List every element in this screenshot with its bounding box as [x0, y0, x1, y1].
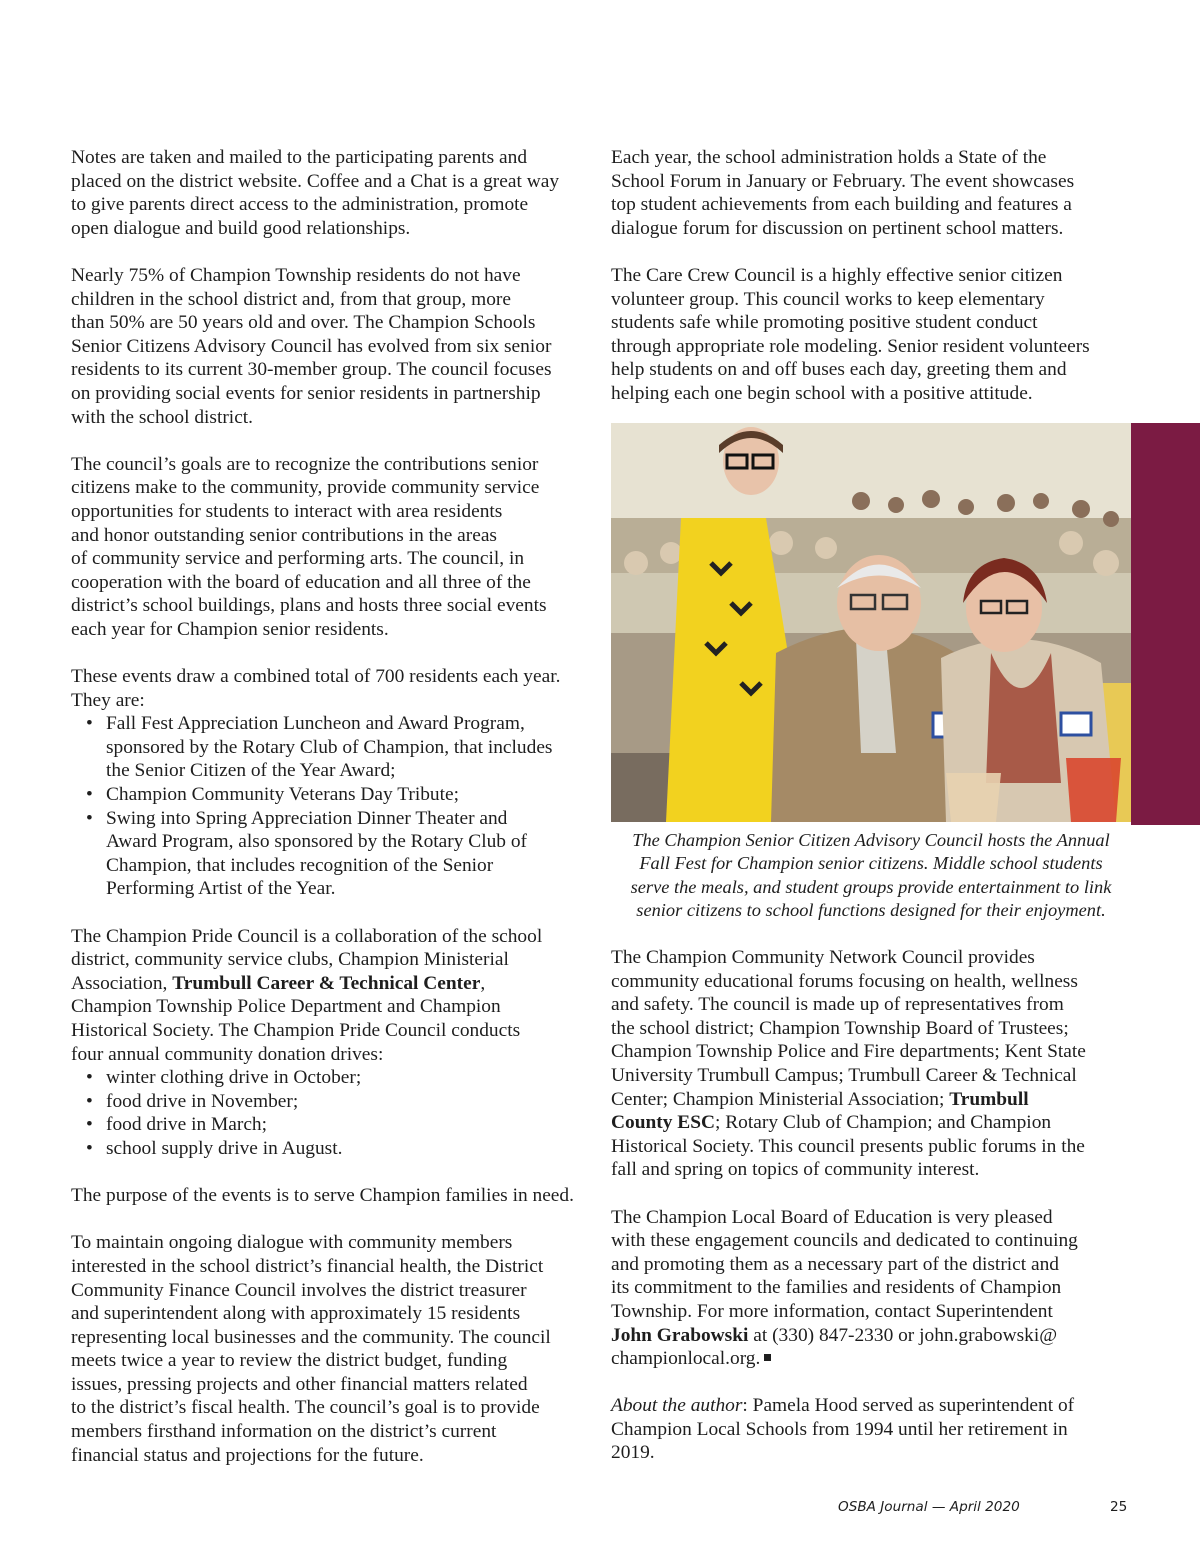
paragraph-coffee-chat: Notes are taken and mailed to the participating parents and placed on the district website. Coffee and a Chat is a great way to give parents direct access to the administration, promote open dialogue and build good relationships.: [71, 147, 560, 239]
paragraph-state-of-school: Each year, the school administration holds a State of the School Forum in January or February. The event showcases top student achievements from each building and features a dialogue forum for discussion on pertinent school matters.: [611, 147, 1075, 239]
right-column-bottom: [611, 946, 1131, 1489]
list-item: • school supply drive in August.: [71, 1137, 591, 1161]
end-mark-icon: [764, 1354, 771, 1361]
left-column: [71, 146, 591, 1491]
accent-bar: [1131, 423, 1200, 825]
paragraph-network-council: The Champion Community Network Council provides community educational forums focusing on health, wellness and safety. The council is made up of representatives from the school district; Champion Township Board of Trustees; Champion Township Police and Fire departments; Kent State University Trumbull Campus; Trumbull Career & Technical Center; Champion Ministerial Association; Trumbull County ESC; Rotary Club of Champion; and Champion Historical Society. This council presents public forums in the fall and spring on topics of community interest.: [611, 947, 1086, 1181]
page-number: 25: [1110, 1499, 1128, 1515]
org-name-bold: Trumbull Career & Technical Center: [172, 972, 481, 994]
paragraph-board-of-education: The Champion Local Board of Education is very pleased with these engagement councils and dedicated to continuing and promoting them as a necessary part of the district and its commitment to the families and residents of Champion Township. For more information, contact Superintendent John Grabowski at (330) 847-2330 or john.grabowski@ championlocal.org.: [611, 1206, 1078, 1370]
paragraph-senior-advisory-council: Nearly 75% of Champion Township residents do not have children in the school district and, from that group, more than 50% are 50 years old and over. The Champion Schools Senior Citizens Advisory Council has evolved from six senior residents to its current 30-member group. The council focuses on providing social events for senior residents in partnership with the school district.: [71, 264, 552, 428]
org-name-bold: County ESC: [611, 1112, 715, 1134]
list-item: • Swing into Spring Appreciation Dinner Theater and Award Program, also sponsored by the Rotary Club of Champion, that includes recognition of the Senior Performing Artist of the Year.: [71, 807, 591, 901]
superintendent-name: John Grabowski: [611, 1324, 749, 1346]
paragraph-pride-council: The Champion Pride Council is a collaboration of the school district, community service clubs, Champion Ministerial Association, Trumbull Career & Technical Center, Champion Township Police Department and Champion Historical Society. The Champion Pride Council conducts four annual community donation drives:: [71, 925, 543, 1065]
photo-caption: The Champion Senior Citizen Advisory Council hosts the Annual Fall Fest for Champion senior citizens. Middle school students serve the meals, and student groups provide entertainment to link senior citizens to school functions designed for their enjoyment.: [630, 830, 1112, 920]
paragraph-about-author: About the author: Pamela Hood served as superintendent of Champion Local Schools from 1994 until her retirement in 2019.: [611, 1395, 1075, 1464]
org-name-bold: Trumbull: [949, 1088, 1029, 1110]
list-item: • winter clothing drive in October;: [71, 1066, 591, 1090]
paragraph-council-goals: The council’s goals are to recognize the contributions senior citizens make to the community, provide community service opportunities for students to interact with area residents and honor outstanding senior contributions in the areas of community service and performing arts. The council, in cooperation with the board of education and all three of the district’s school buildings, plans and hosts three social events each year for Champion senior residents.: [71, 453, 547, 640]
paragraph-finance-council: To maintain ongoing dialogue with community members interested in the school district’s financial health, the District Community Finance Council involves the district treasurer and superintendent along with approximately 15 residents representing local businesses and the community. The council meets twice a year to review the district budget, funding issues, pressing projects and other financial matters related to the district’s fiscal health. The council’s goal is to provide members firsthand information on the district’s current financial status and projections for the future.: [71, 1232, 551, 1466]
right-column-top: [611, 146, 1131, 429]
event-photo: [611, 423, 1131, 822]
list-item: • food drive in March;: [71, 1113, 591, 1137]
paragraph-care-crew: The Care Crew Council is a highly effective senior citizen volunteer group. This council works to keep elementary students safe while promoting positive student conduct through appropriate role modeling. Senior resident volunteers help students on and off buses each day, greeting them and helping each one begin school with a positive attitude.: [611, 264, 1090, 404]
list-item: • food drive in November;: [71, 1090, 591, 1114]
list-item: • Fall Fest Appreciation Luncheon and Award Program, sponsored by the Rotary Club of Champion, that includes the Senior Citizen of the Year Award;: [71, 712, 591, 783]
paragraph-events-intro: These events draw a combined total of 700 residents each year. They are:: [71, 666, 561, 711]
paragraph-purpose: The purpose of the events is to serve Champion families in need.: [71, 1185, 574, 1207]
drives-list: [71, 1066, 591, 1160]
events-list: [71, 712, 591, 901]
list-item: • Champion Community Veterans Day Tribute;: [71, 783, 591, 807]
footer-journal-title: OSBA Journal — April 2020: [838, 1499, 1020, 1515]
